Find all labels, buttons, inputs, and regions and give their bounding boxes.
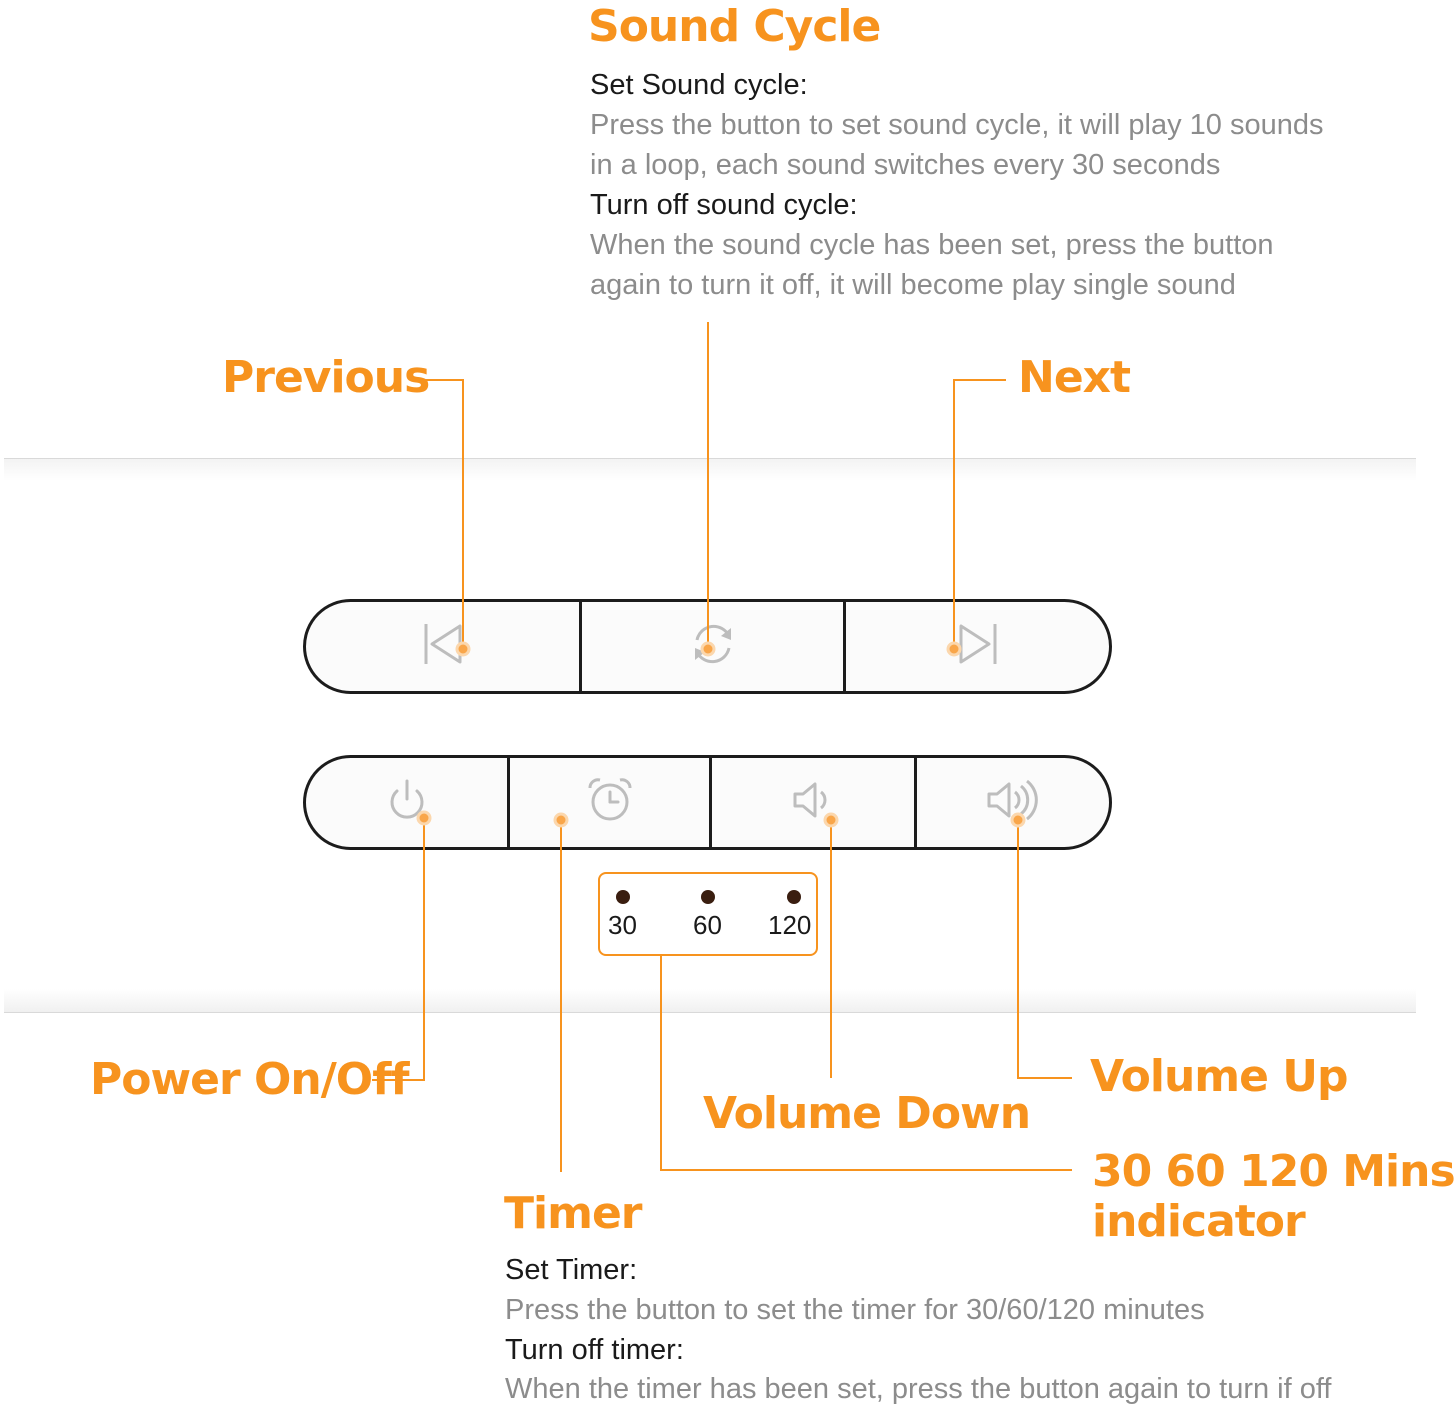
indicator-label-line-2: indicator [1092,1196,1305,1247]
sound-cycle-off-heading: Turn off sound cycle: [590,189,858,221]
timer-title: Timer [504,1188,642,1239]
timer-off-text: When the timer has been set, press the button again to turn if off [505,1373,1332,1405]
power-label: Power On/Off [90,1054,409,1105]
sound-cycle-set-text-1: Press the button to set sound cycle, it will play 10 sounds [590,109,1324,141]
sound-cycle-title: Sound Cycle [588,1,881,52]
previous-label: Previous [222,352,430,403]
indicator-label-30: 30 [608,910,637,940]
volume-down-label: Volume Down [703,1088,1031,1139]
timer-set-text: Press the button to set the timer for 30/60/120 minutes [505,1294,1205,1326]
sound-cycle-marker [702,643,714,655]
volume-down-marker [825,814,837,826]
sound-cycle-set-text-2: in a loop, each sound switches every 30 seconds [590,149,1221,181]
previous-marker [457,643,469,655]
next-marker [948,643,960,655]
power-marker [418,812,430,824]
volume-up-marker [1012,814,1024,826]
volume-up-label: Volume Up [1090,1051,1348,1102]
timer-set-heading: Set Timer: [505,1254,638,1286]
indicator-label-line-1: 30 60 120 Mins [1092,1146,1455,1197]
timer-off-heading: Turn off timer: [505,1334,684,1366]
indicator-label-60: 60 [693,910,722,940]
indicator-label-120: 120 [768,910,812,940]
sound-cycle-off-text-2: again to turn it off, it will become play single sound [590,269,1236,301]
timer-marker [555,814,567,826]
next-label: Next [1018,352,1131,403]
sound-cycle-off-text-1: When the sound cycle has been set, press the button [590,229,1274,261]
sound-cycle-set-heading: Set Sound cycle: [590,69,808,101]
